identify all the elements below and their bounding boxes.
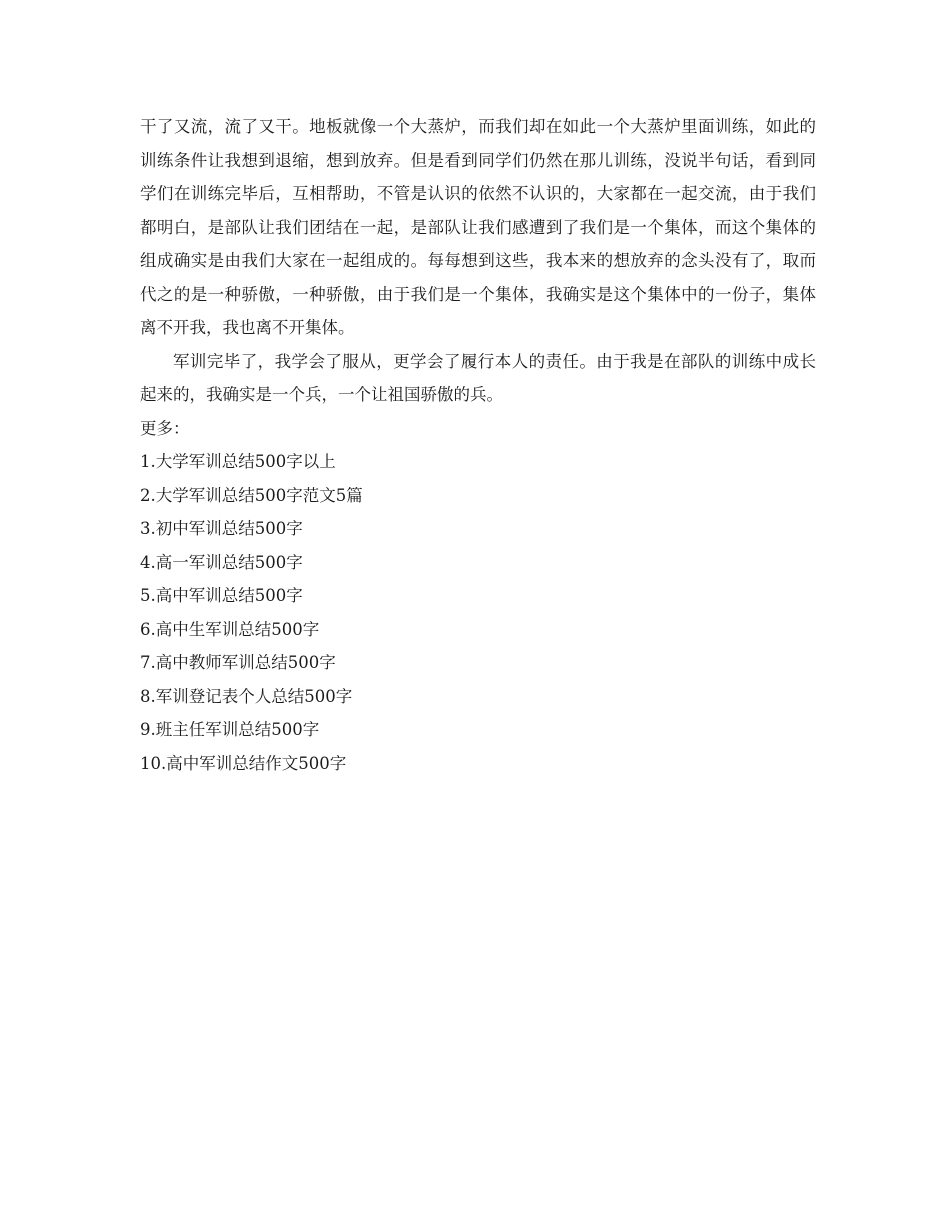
more-link-item[interactable]: 8.军训登记表个人总结500字 [140, 686, 353, 706]
more-links-list [140, 445, 816, 780]
more-link-item[interactable]: 2.大学军训总结500字范文5篇 [140, 485, 363, 505]
more-link-item[interactable]: 6.高中生军训总结500字 [140, 619, 320, 639]
more-link-item[interactable]: 10.高中军训总结作文500字 [140, 753, 347, 773]
document-page [140, 110, 816, 780]
more-link-item[interactable]: 7.高中教师军训总结500字 [140, 653, 336, 672]
body-paragraph-2: 军训完毕了，我学会了服从，更学会了履行本人的责任。由于我是在部队的训练中成长起来的，我确实是一个兵，一个让祖国骄傲的兵。 [140, 351, 816, 404]
more-link-item[interactable]: 4.高一军训总结500字 [140, 552, 303, 572]
body-paragraph-1: 干了又流，流了又干。地板就像一个大蒸炉，而我们却在如此一个大蒸炉里面训练，如此的训练条件让我想到退缩，想到放弃。但是看到同学们仍然在那儿训练，没说半句话，看到同学们在训练完毕后，互相帮助，不管是认识的依然不认识的，大家都在一起交流，由于我们都明白，是部队让我们团结在一起，是部队让我们感遭到了我们是一个集体，而这个集体的组成确实是由我们大家在一起组成的。每每想到这些，我本来的想放弃的念头没有了，取而代之的是一种骄傲，一种骄傲，由于我们是一个集体，我确实是这个集体中的一份子，集体离不开我，我也离不开集体。 [140, 117, 816, 337]
more-label: 更多： [140, 418, 190, 438]
more-link-item[interactable]: 5.高中军训总结500字 [140, 586, 303, 605]
more-link-item[interactable]: 1.大学军训总结500字以上 [140, 452, 336, 471]
more-link-item[interactable]: 3.初中军训总结500字 [140, 519, 303, 538]
more-link-item[interactable]: 9.班主任军训总结500字 [140, 720, 320, 739]
